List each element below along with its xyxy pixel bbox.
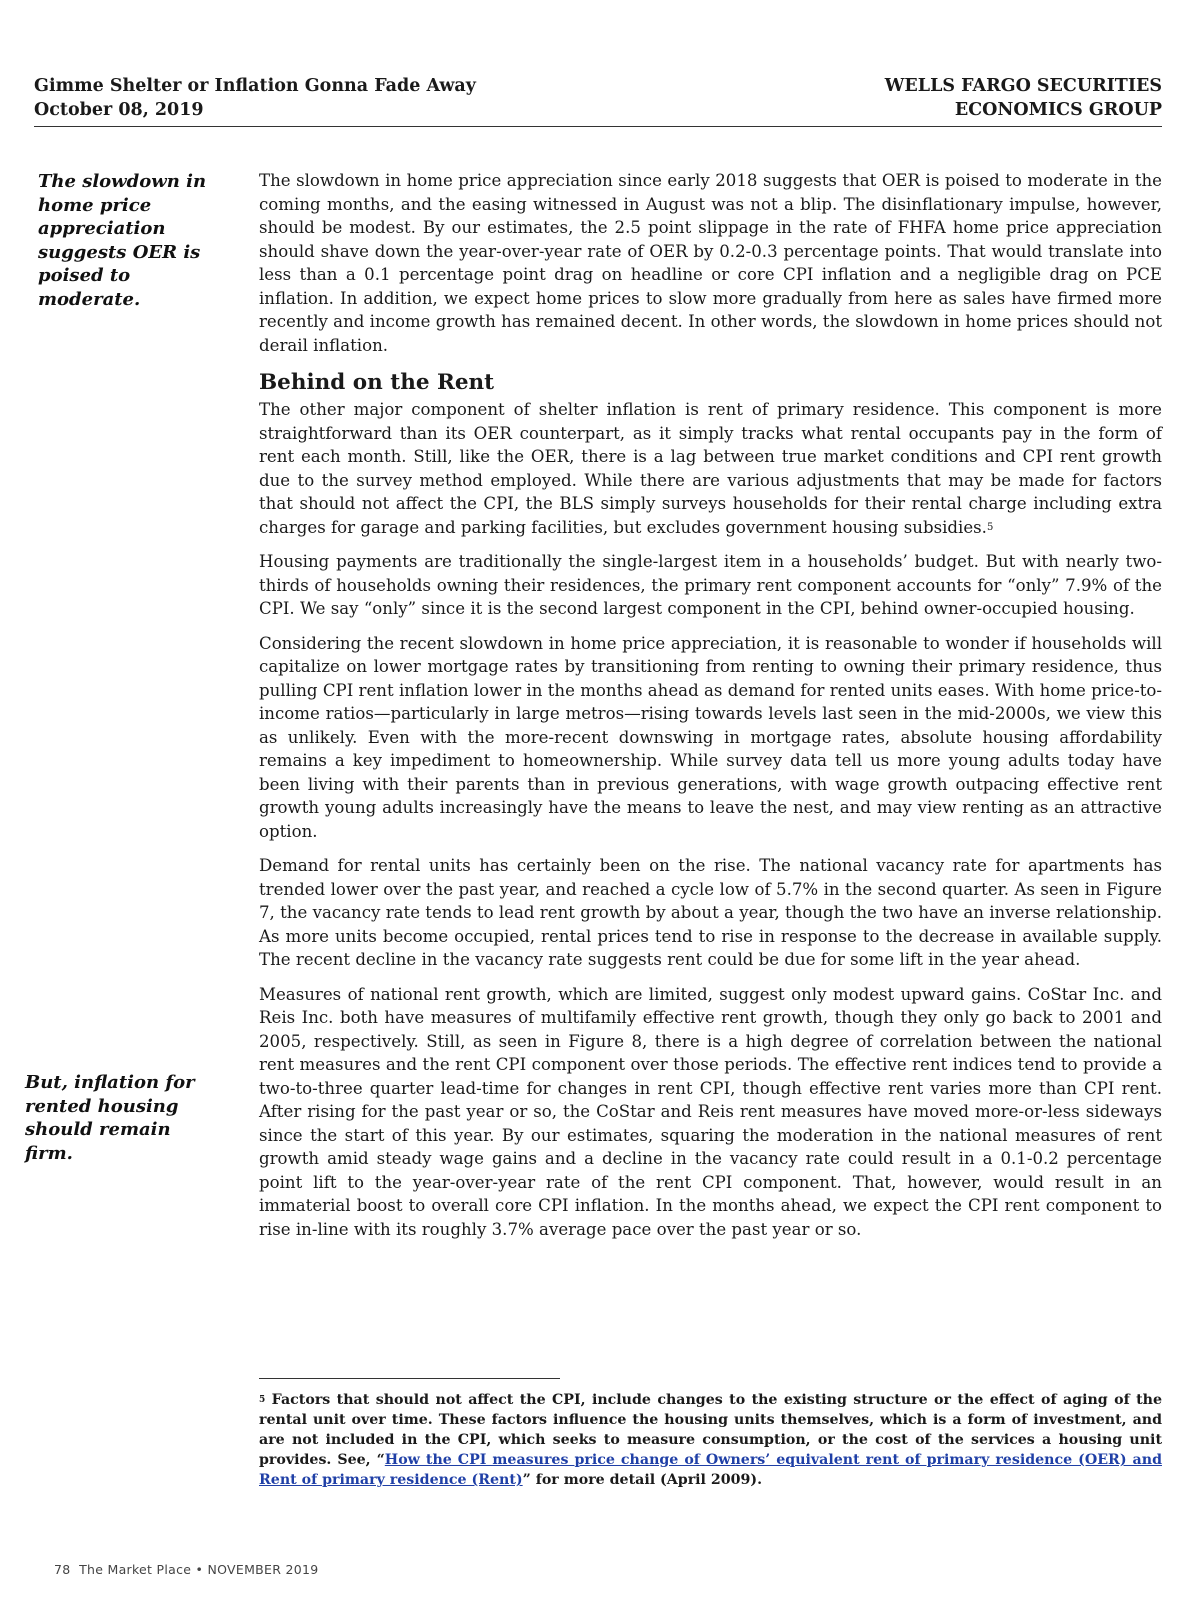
footnote-number: 5 xyxy=(259,1395,266,1405)
report-date: October 08, 2019 xyxy=(34,100,204,120)
footnote xyxy=(259,1390,1162,1490)
footnote-ref[interactable]: 5 xyxy=(986,521,994,533)
footnote-text-before: Factors that should not affect the CPI, include changes to the existing structure or the effect of aging of the rental unit over time. These factors influence the housing units themselves, which is a form of investment, and are not included in the CPI, which seeks to measure consumption, or the cost of the services a housing unit provides. See, “ xyxy=(259,1392,1162,1468)
header-right xyxy=(885,74,1162,122)
paragraph-rent-growth: Measures of national rent growth, which are limited, suggest only modest upward gains. CoStar Inc. and Reis Inc. both have measures of multifamily effective rent growth, though they only go back to 2001 and 2005, respectively. Still, as seen in Figure 8, there is a high degree of correlation between the national rent measures and the rent CPI component over those periods. The effective rent indices tend to provide a two-to-three quarter lead-time for changes in rent CPI, though effective rent varies more than CPI rent. After rising for the past year or so, the CoStar and Reis rent measures have moved more-or-less sideways since the start of this year. By our estimates, squaring the moderation in the national measures of rent growth amid steady wage gains and a decline in the vacancy rate could result in a 0.1-0.2 percentage point lift to the year-over-year rate of the rent CPI component. That, however, would result in an immaterial boost to overall core CPI inflation. In the months ahead, we expect the CPI rent component to rise in-line with its roughly 3.7% average pace over the past year or so. xyxy=(259,984,1162,1239)
section-heading: Behind on the Rent xyxy=(259,370,495,395)
paragraph-renting-vs-owning: Considering the recent slowdown in home price appreciation, it is reasonable to wonder if households will capitalize on lower mortgage rates by transitioning from renting to owning their primary residence, thus pulling CPI rent inflation lower in the months ahead as demand for rented units eases. With home price-to-income ratios—particularly in large metros—rising towards levels last seen in the mid-2000s, we view this as unlikely. Even with the more-recent downswing in mortgage rates, absolute housing affordability remains a key impediment to homeownership. While survey data tell us more young adults today have been living with their parents than in previous generations, with wage growth outpacing effective rent growth young adults increasingly have the means to leave the nest, and may view renting as an attractive option. xyxy=(259,633,1162,841)
report-title: Gimme Shelter or Inflation Gonna Fade Away xyxy=(34,76,476,96)
paragraph-oer-moderation: The slowdown in home price appreciation since early 2018 suggests that OER is poised to moderate in the coming months, and the easing witnessed in August was not a blip. The disinflationary impulse, however, should be modest. By our estimates, the 2.5 point slippage in the rate of FHFA home price appreciation should shave down the year-over-year rate of OER by 0.2-0.3 percentage points. That would translate into less than a 0.1 percentage point drag on headline or core CPI inflation and a negligible drag on PCE inflation. In addition, we expect home prices to slow more gradually from here as sales have firmed more recently and income growth has remained decent. In other words, the slowdown in home prices should not derail inflation. xyxy=(259,171,1162,355)
bls-cpi-link[interactable]: How the CPI measures price change of Owners’ equivalent rent of primary residence (OER) and Rent of primary residence (Rent) xyxy=(259,1452,1162,1488)
paragraph-rental-demand: Demand for rental units has certainly been on the rise. The national vacancy rate for apartments has trended lower over the past year, and reached a cycle low of 5.7% in the second quarter. As seen in Figure 7, the vacancy rate tends to lead rent growth by about a year, though the two have an inverse relationship. As more units become occupied, rental prices tend to rise in response to the decrease in available supply. The recent decline in the vacancy rate suggests rent could be due for some lift in the year ahead. xyxy=(259,856,1162,969)
publication-name: The Market Place • NOVEMBER 2019 xyxy=(79,1562,319,1577)
main-body xyxy=(259,169,1162,1252)
page-header xyxy=(34,74,1162,127)
org-group: ECONOMICS GROUP xyxy=(954,100,1162,120)
paragraph-housing-payments: Housing payments are traditionally the single-largest item in a households’ budget. But with nearly two-thirds of households owning their residences, the primary rent component accounts for “only” 7.9% of the CPI. We say “only” since it is the second largest component in the CPI, behind owner-occupied housing. xyxy=(259,552,1162,618)
sidenote-rent: But, inflation for rented housing should remain firm. xyxy=(25,1072,195,1164)
page-footer xyxy=(54,1562,319,1577)
footnote-divider xyxy=(259,1378,560,1379)
footnote-text-after: ” for more detail (April 2009). xyxy=(522,1472,763,1488)
paragraph-rent-component-text: The other major component of shelter inflation is rent of primary residence. This component is more straightforward than its OER counterpart, as it simply tracks what rental occupants pay in the form of rent each month. Still, like the OER, there is a lag between true market conditions and CPI rent growth due to the survey method employed. While there are various adjustments that may be made for factors that should not affect the CPI, the BLS simply surveys households for their rental charge including extra charges for garage and parking facilities, but excludes government housing subsidies. xyxy=(259,400,1162,537)
header-left xyxy=(34,74,476,122)
page-number: 78 xyxy=(54,1562,71,1577)
org-name: WELLS FARGO SECURITIES xyxy=(884,76,1162,96)
sidenote-oer: The slowdown in home price appreciation suggests OER is poised to moderate. xyxy=(38,171,207,310)
paragraph-rent-component xyxy=(259,398,1162,539)
